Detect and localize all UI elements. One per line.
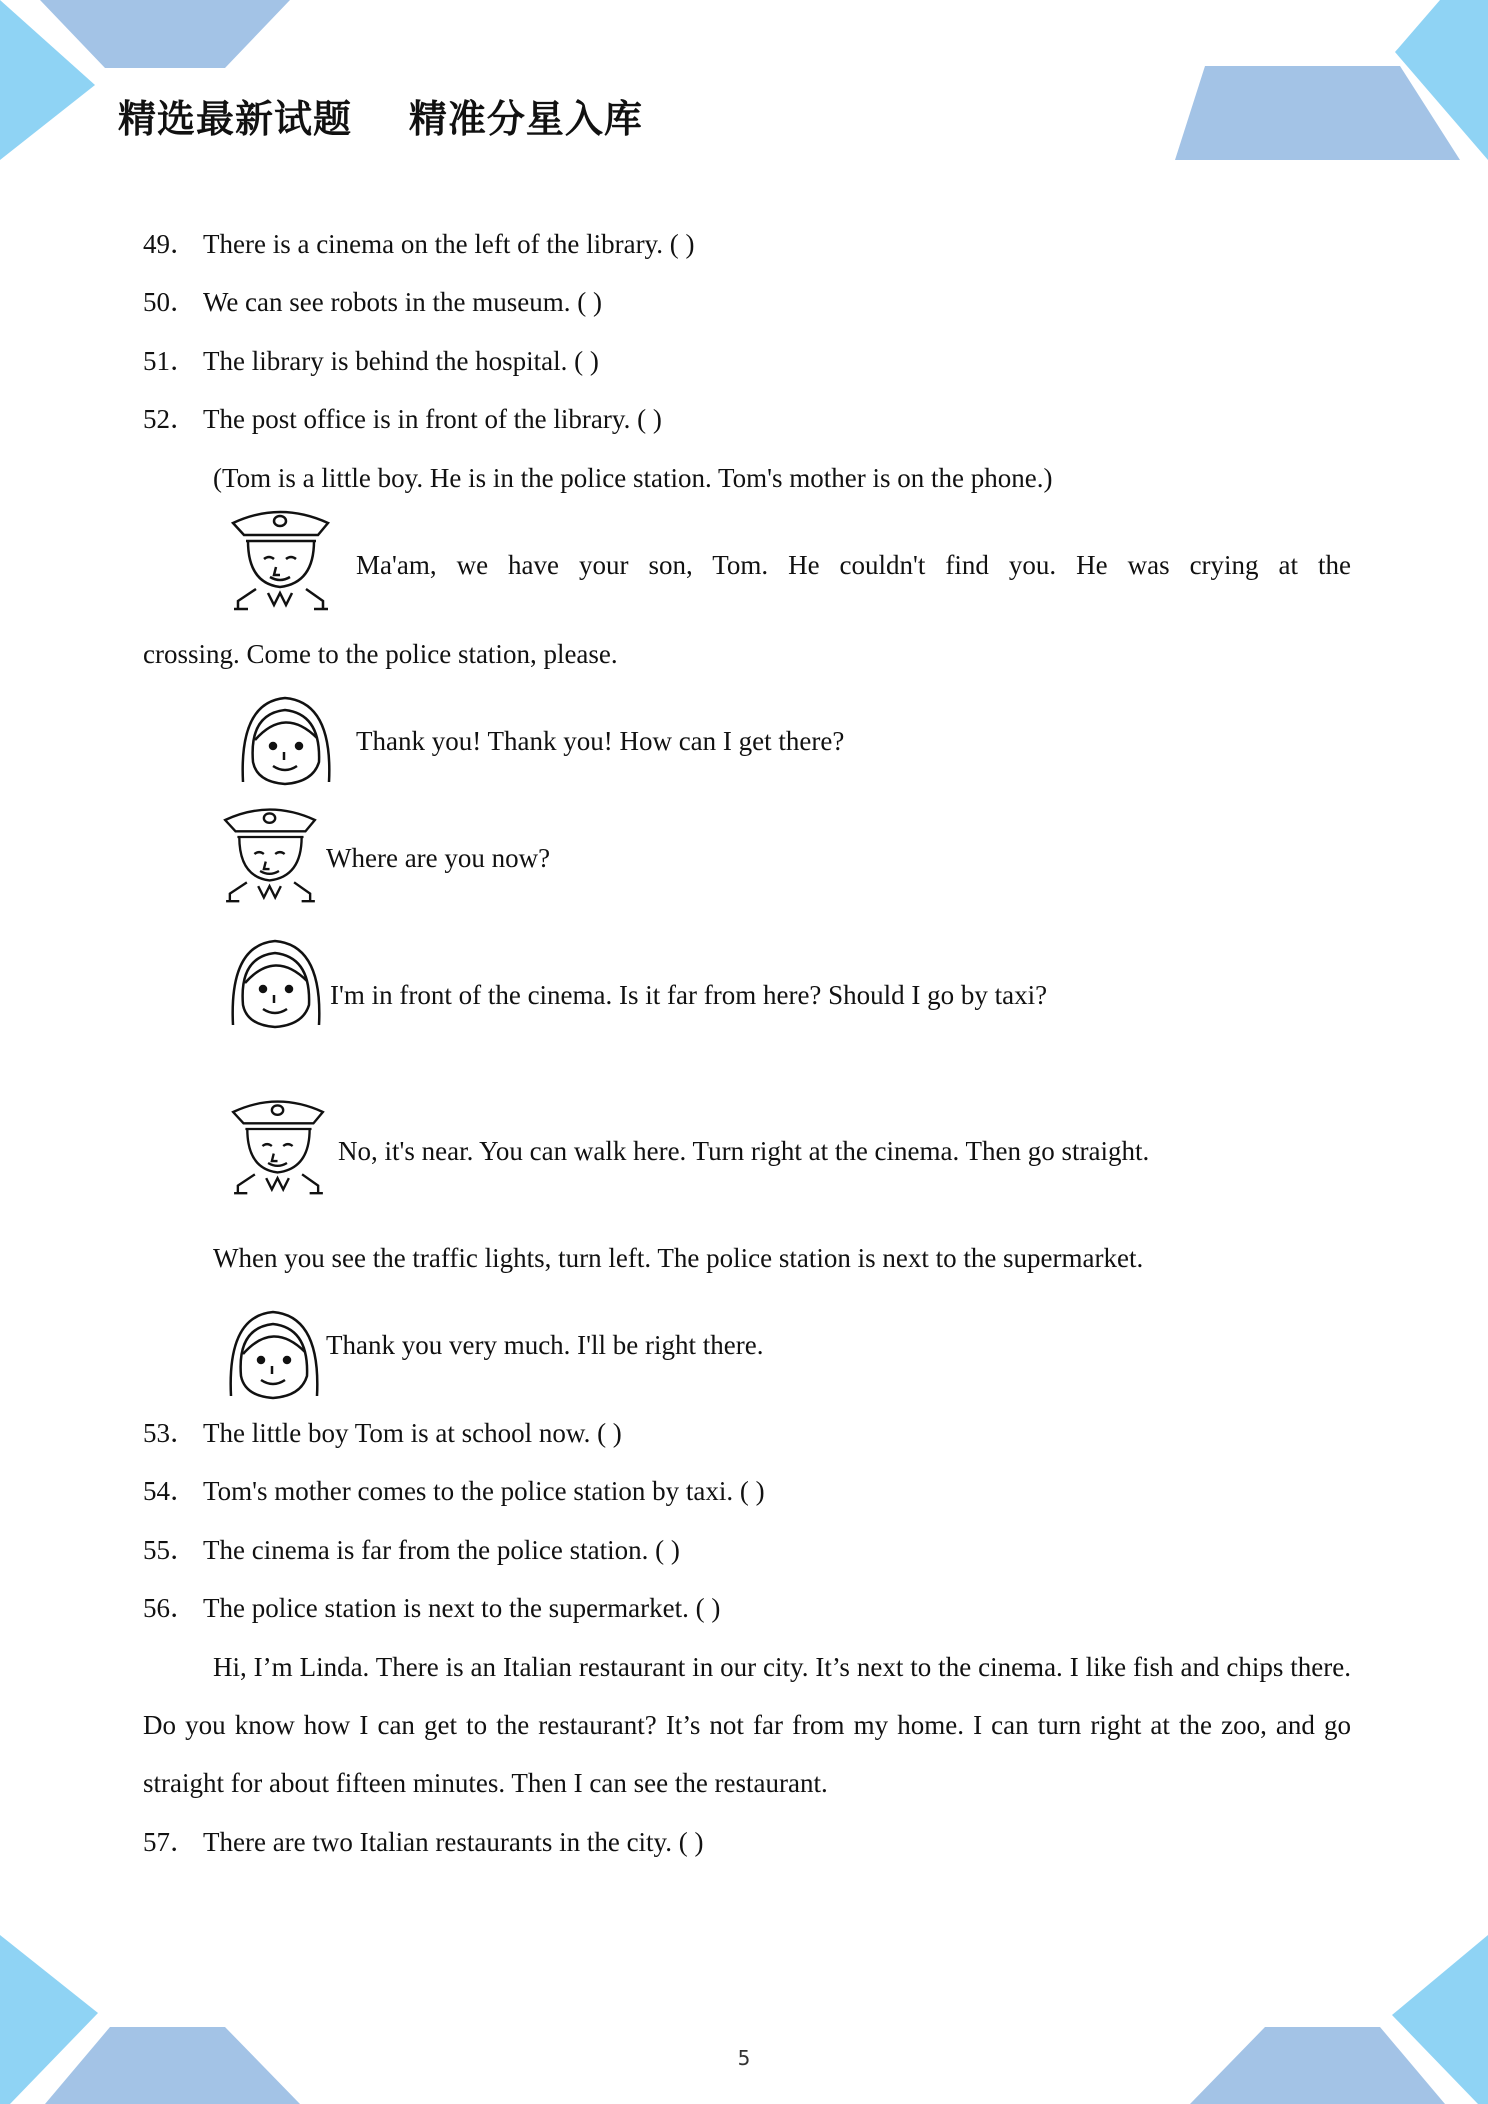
dialog-line-policeman-1a: Ma'am, we have your son, Tom. He couldn't find you. He was crying at the	[356, 550, 1351, 580]
question-55	[143, 1533, 680, 1567]
question-text: We can see robots in the museum. ( )	[203, 287, 602, 317]
question-number: 49．	[143, 229, 197, 259]
question-50	[143, 285, 602, 319]
question-text: There are two Italian restaurants in the city. ( )	[203, 1827, 704, 1857]
question-51	[143, 344, 599, 378]
dialog-line-mother-3: Thank you very much. I'll be right there.	[326, 1330, 764, 1360]
corner-shape-top-left-trapezoid	[40, 0, 290, 68]
dialog-line-mother-1: Thank you! Thank you! How can I get there?	[356, 726, 845, 756]
page-number: 5	[737, 2046, 751, 2070]
mother-icon	[225, 935, 327, 1030]
question-number: 54．	[143, 1476, 197, 1506]
dialog-line-policeman-1b: crossing. Come to the police station, please.	[143, 639, 618, 669]
corner-shape-top-right-trapezoid	[1175, 66, 1460, 160]
reading-passage	[143, 1638, 1351, 1812]
question-text: The library is behind the hospital. ( )	[203, 346, 599, 376]
question-53	[143, 1416, 622, 1450]
question-number: 56．	[143, 1593, 197, 1623]
mother-icon	[235, 692, 337, 787]
question-number: 52．	[143, 404, 197, 434]
question-49	[143, 227, 695, 261]
question-number: 53．	[143, 1418, 197, 1448]
question-52	[143, 402, 662, 436]
question-text: The cinema is far from the police station. ( )	[203, 1535, 680, 1565]
question-text: Tom's mother comes to the police station by taxi. ( )	[203, 1476, 765, 1506]
passage-text: Hi, I’m Linda. There is an Italian restaurant in our city. It’s next to the cinema. I like fish and chips there. Do you know how I can get to the restaurant? It’s not far from my home. I can turn right at the zoo, and go straight for about fifteen minutes. Then I can see the restaurant.	[143, 1652, 1351, 1798]
dialog-line-mother-2: I'm in front of the cinema. Is it far from here? Should I go by taxi?	[330, 980, 1048, 1010]
policeman-icon	[228, 1095, 328, 1197]
question-text: The post office is in front of the library. ( )	[203, 404, 662, 434]
question-number: 50．	[143, 287, 197, 317]
dialog-line-policeman-3b: When you see the traffic lights, turn left. The police station is next to the supermarket.	[213, 1243, 1144, 1273]
header-title: 精选最新试题 精准分星入库	[118, 97, 643, 141]
question-54	[143, 1474, 765, 1508]
policeman-icon	[220, 803, 320, 905]
question-text: The little boy Tom is at school now. ( )	[203, 1418, 622, 1448]
question-number: 57．	[143, 1827, 197, 1857]
dialog-intro: (Tom is a little boy. He is in the police station. Tom's mother is on the phone.)	[213, 463, 1053, 493]
policeman-icon	[228, 505, 333, 613]
dialog-line-policeman-3: No, it's near. You can walk here. Turn right at the cinema. Then go straight.	[338, 1136, 1150, 1166]
dialog-line-policeman-2: Where are you now?	[326, 843, 551, 873]
question-56	[143, 1591, 720, 1625]
question-text: The police station is next to the supermarket. ( )	[203, 1593, 721, 1623]
question-number: 55．	[143, 1535, 197, 1565]
question-text: There is a cinema on the left of the library. ( )	[203, 229, 695, 259]
question-57	[143, 1825, 704, 1859]
mother-icon	[223, 1306, 325, 1401]
question-number: 51．	[143, 346, 197, 376]
